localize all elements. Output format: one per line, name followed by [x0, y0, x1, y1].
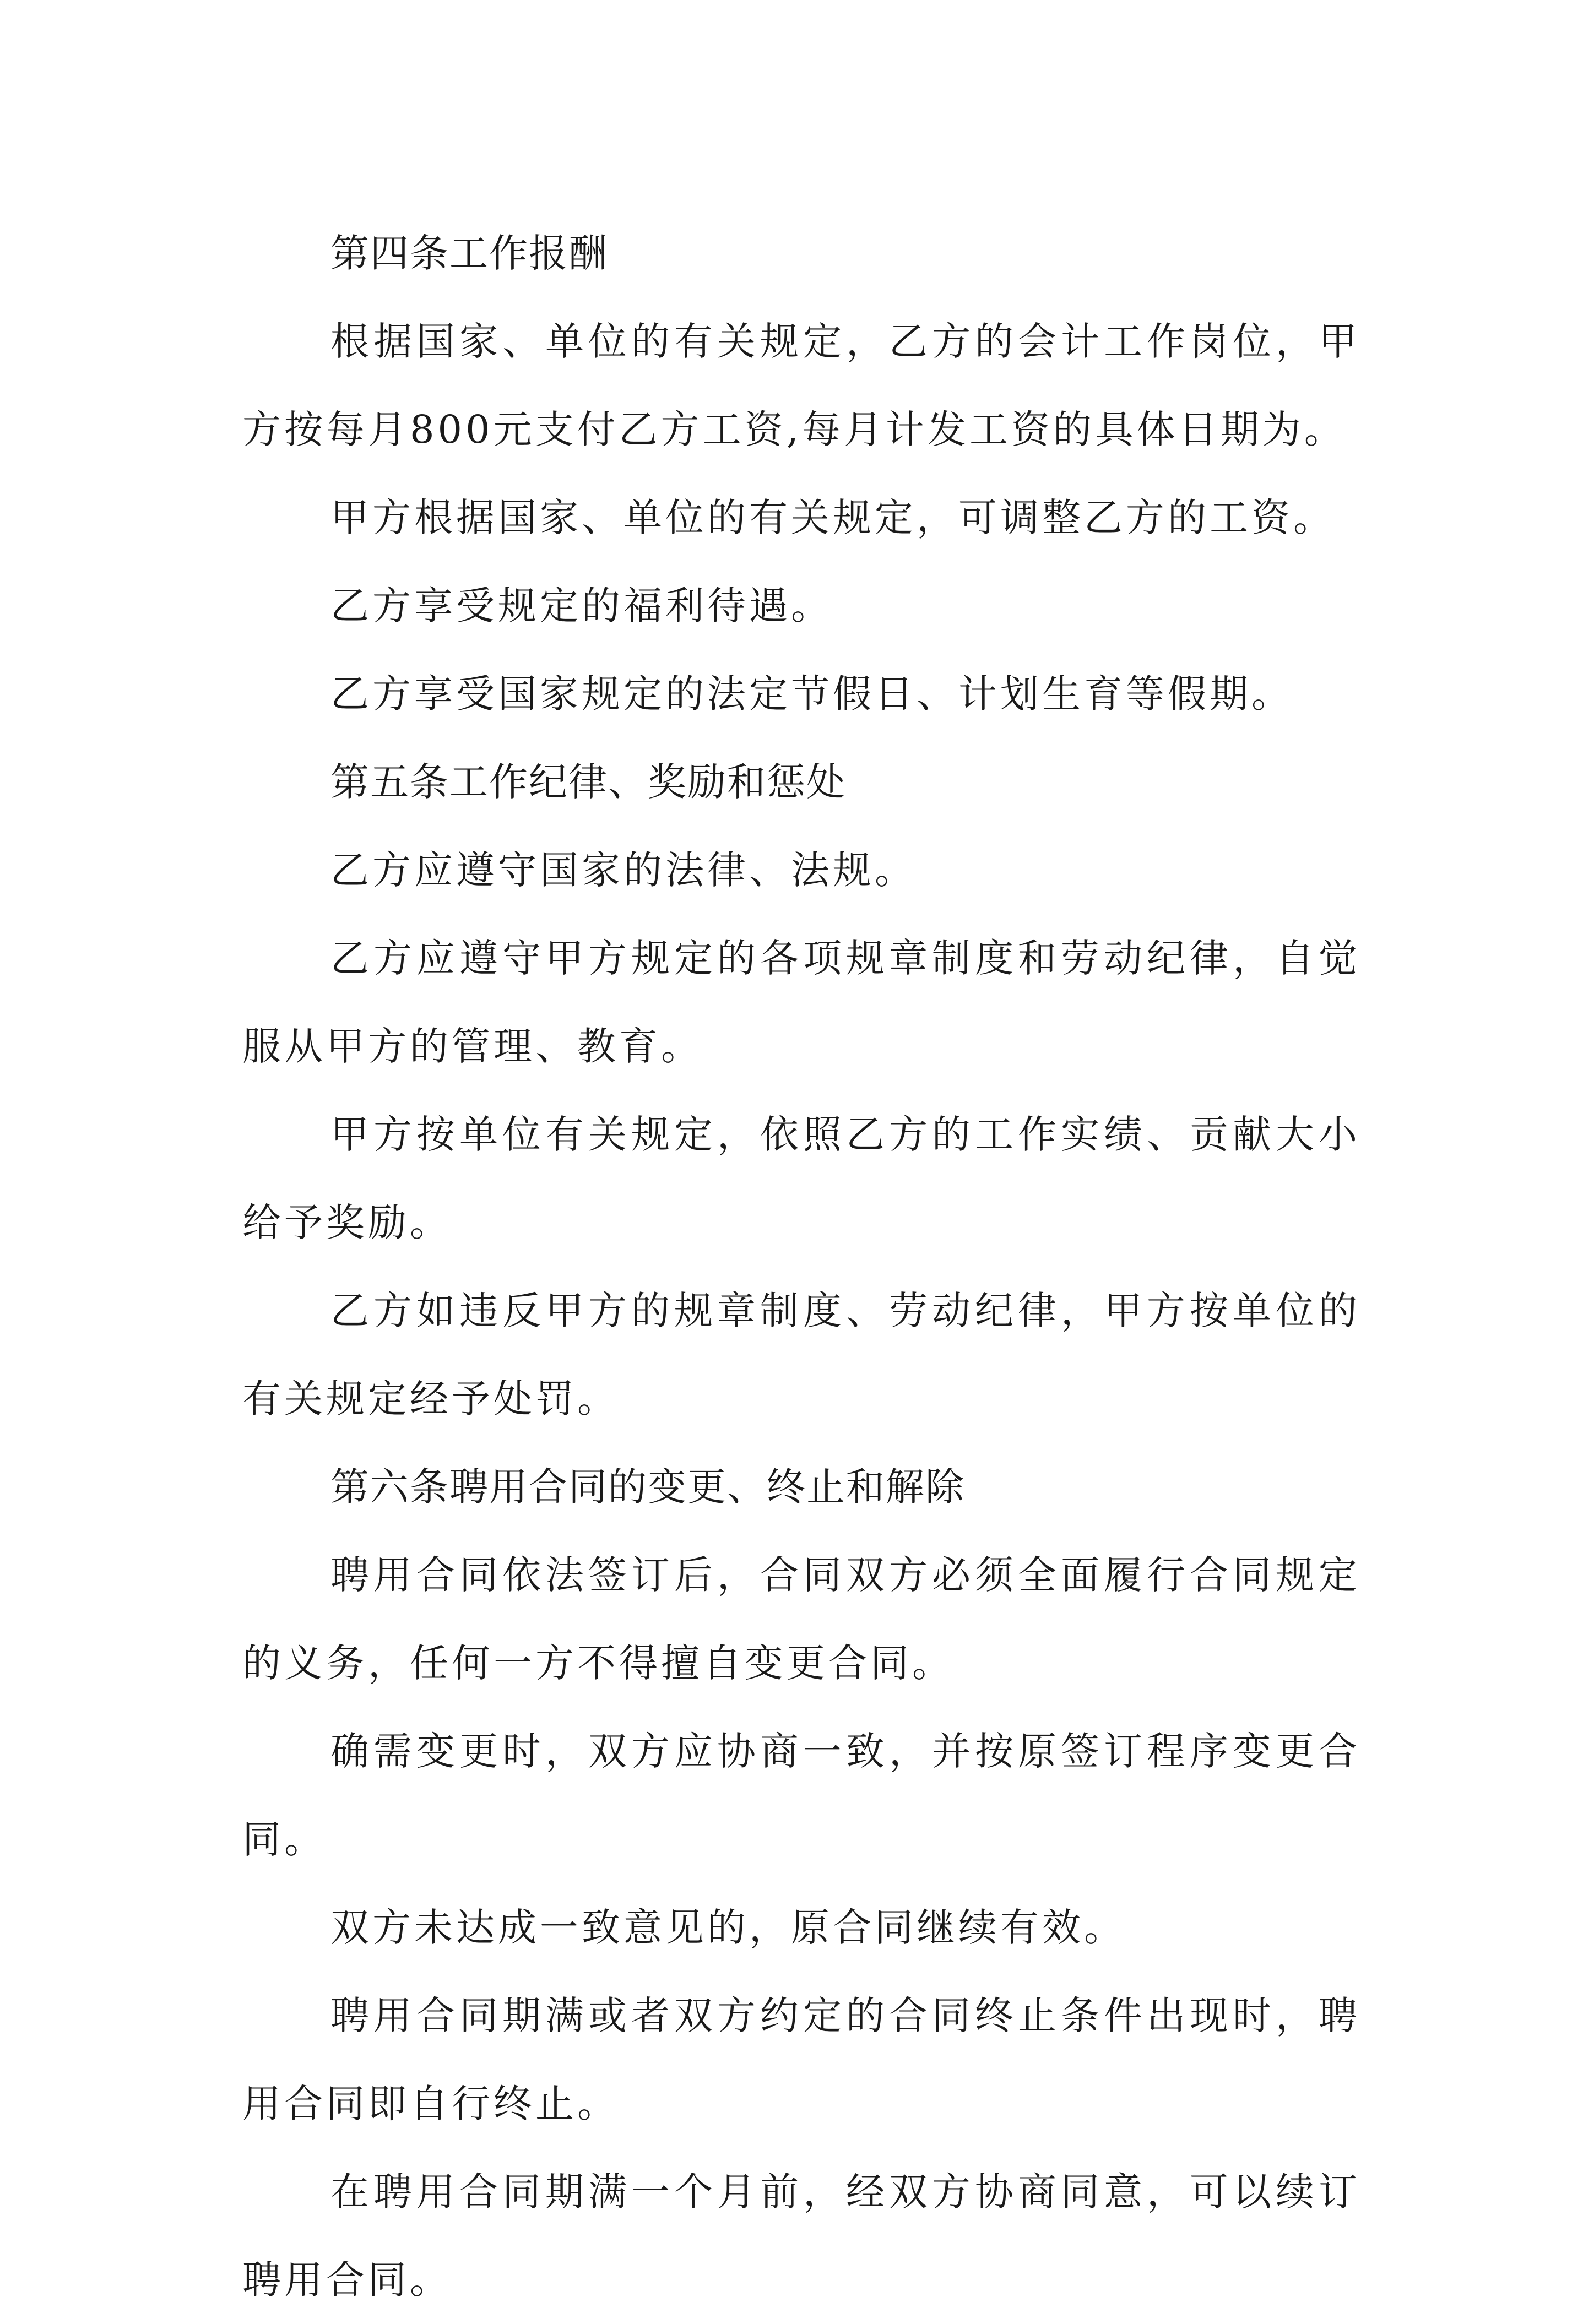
section-heading-6: 第六条聘用合同的变更、终止和解除: [330, 1464, 965, 1509]
paragraph: 双方未达成一致意见的，原合同继续有效。: [330, 1905, 1126, 1950]
paragraph: 甲方按单位有关规定，依照乙方的工作实绩、贡献大小给予奖励。: [242, 1112, 1360, 1245]
document-body: [242, 209, 1360, 2324]
paragraph: 确需变更时，双方应协商一致，并按原签订程序变更合同。: [242, 1729, 1360, 1862]
paragraph: 乙方应遵守甲方规定的各项规章制度和劳动纪律，自觉服从甲方的管理、教育。: [242, 936, 1360, 1069]
section-heading-5: 第五条工作纪律、奖励和惩处: [330, 759, 846, 805]
paragraph: 乙方如违反甲方的规章制度、劳动纪律，甲方按单位的有关规定经予处罚。: [242, 1288, 1360, 1421]
paragraph: 在聘用合同期满一个月前，经双方协商同意，可以续订聘用合同。: [242, 2169, 1360, 2303]
paragraph: 乙方应遵守国家的法律、法规。: [330, 848, 917, 893]
paragraph: 根据国家、单位的有关规定，乙方的会计工作岗位，甲方按每月800元支付乙方工资,每月计发工资的具体日期为。: [242, 319, 1360, 452]
paragraph: 乙方享受国家规定的法定节假日、计划生育等假期。: [330, 671, 1293, 716]
paragraph: 乙方享受规定的福利待遇。: [330, 583, 833, 628]
paragraph: 甲方根据国家、单位的有关规定，可调整乙方的工资。: [330, 495, 1335, 540]
section-heading-4: 第四条工作报酬: [330, 231, 608, 276]
paragraph: 聘用合同期满或者双方约定的合同终止条件出现时，聘用合同即自行终止。: [242, 1993, 1360, 2126]
paragraph: 聘用合同依法签订后，合同双方必须全面履行合同规定的义务，任何一方不得擅自变更合同。: [242, 1552, 1360, 1686]
